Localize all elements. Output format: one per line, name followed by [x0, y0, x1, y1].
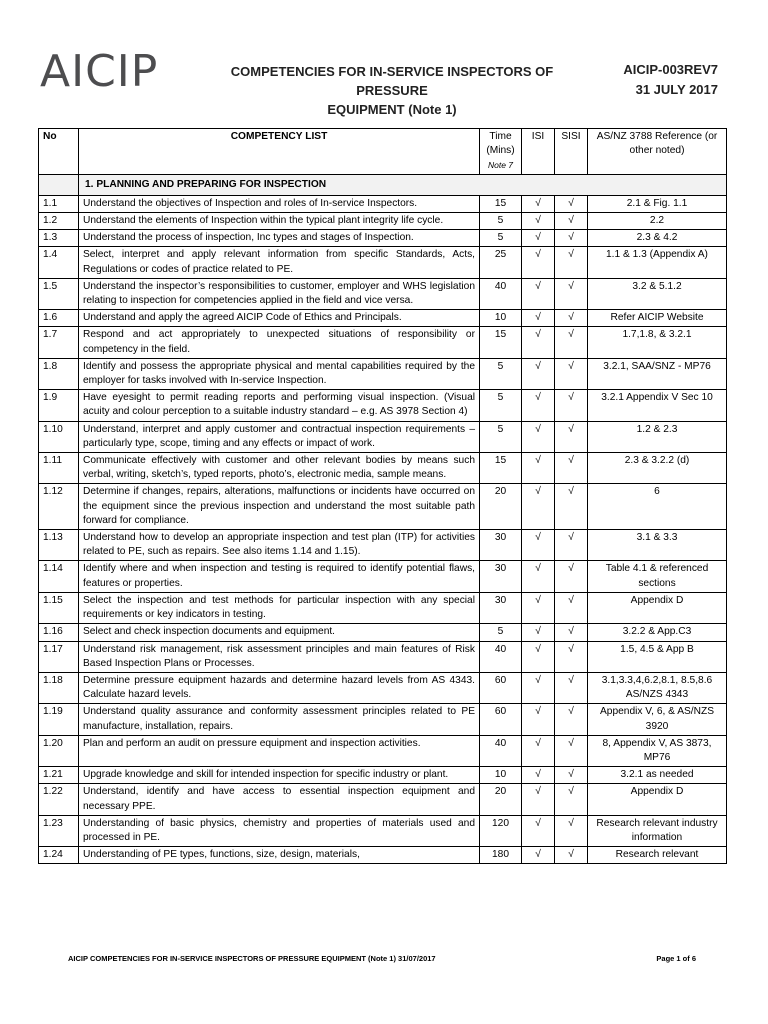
row-isi-check: √: [522, 767, 555, 784]
row-sisi-check: √: [555, 327, 588, 358]
row-isi-check: √: [522, 704, 555, 735]
row-number: 1.3: [39, 230, 79, 247]
logo-text: AICIP: [40, 46, 159, 97]
row-sisi-check: √: [555, 358, 588, 389]
row-isi-check: √: [522, 390, 555, 421]
col-header-time: [480, 129, 522, 175]
table-row: [39, 592, 727, 623]
row-isi-check: √: [522, 484, 555, 530]
row-isi-check: √: [522, 847, 555, 864]
aicip-logo: [40, 48, 190, 96]
row-description: Select, interpret and apply relevant information from specific Standards, Acts, Regulations or codes of practice related to PE.: [79, 247, 480, 278]
row-sisi-check: √: [555, 704, 588, 735]
row-description: Understand how to develop an appropriate inspection and test plan (ITP) for activities related to PE, such as repairs. See also items 1.14 and 1.15).: [79, 530, 480, 561]
section-row: [39, 174, 727, 195]
table-row: [39, 230, 727, 247]
row-description: Select the inspection and test methods for particular inspection with any special requirements or key indicators in testing.: [79, 592, 480, 623]
row-time: 120: [480, 815, 522, 846]
footer-text: AICIP COMPETENCIES FOR IN-SERVICE INSPECTORS OF PRESSURE EQUIPMENT (Note 1) 31/07/2017: [68, 954, 436, 963]
row-number: 1.19: [39, 704, 79, 735]
row-number: 1.1: [39, 195, 79, 212]
row-description: Plan and perform an audit on pressure equipment and inspection activities.: [79, 735, 480, 766]
table-row: [39, 453, 727, 484]
row-number: 1.6: [39, 310, 79, 327]
table-row: [39, 310, 727, 327]
row-time: 20: [480, 484, 522, 530]
row-sisi-check: √: [555, 767, 588, 784]
row-number: 1.12: [39, 484, 79, 530]
table-row: [39, 278, 727, 309]
row-isi-check: √: [522, 624, 555, 641]
row-time: 5: [480, 358, 522, 389]
row-isi-check: √: [522, 453, 555, 484]
row-sisi-check: √: [555, 592, 588, 623]
row-isi-check: √: [522, 815, 555, 846]
row-time: 40: [480, 735, 522, 766]
row-number: 1.13: [39, 530, 79, 561]
row-description: Upgrade knowledge and skill for intended inspection for specific industry or plant.: [79, 767, 480, 784]
row-description: Understand risk management, risk assessment principles and main features of Risk Based Inspection Plans or Processes.: [79, 641, 480, 672]
row-time: 180: [480, 847, 522, 864]
row-reference: 1.5, 4.5 & App B: [588, 641, 727, 672]
row-time: 60: [480, 704, 522, 735]
row-number: 1.9: [39, 390, 79, 421]
doc-ref-date: 31 JULY 2017: [635, 82, 718, 97]
row-isi-check: √: [522, 213, 555, 230]
title-line-2: EQUIPMENT (Note 1): [327, 102, 457, 117]
row-time: 40: [480, 641, 522, 672]
row-time: 20: [480, 784, 522, 815]
row-number: 1.14: [39, 561, 79, 592]
table-row: [39, 735, 727, 766]
row-description: Understand, identify and have access to essential inspection equipment and necessary PPE.: [79, 784, 480, 815]
row-number: 1.5: [39, 278, 79, 309]
row-description: Understand and apply the agreed AICIP Code of Ethics and Principals.: [79, 310, 480, 327]
row-reference: Refer AICIP Website: [588, 310, 727, 327]
row-number: 1.24: [39, 847, 79, 864]
row-sisi-check: √: [555, 641, 588, 672]
row-sisi-check: √: [555, 735, 588, 766]
row-number: 1.2: [39, 213, 79, 230]
row-reference: Appendix D: [588, 784, 727, 815]
row-number: 1.22: [39, 784, 79, 815]
row-reference: 3.1,3.3,4,6.2,8.1, 8.5,8.6 AS/NZS 4343: [588, 672, 727, 703]
row-isi-check: √: [522, 672, 555, 703]
row-description: Identify where and when inspection and testing is required to identify potential flaws, features or properties.: [79, 561, 480, 592]
row-isi-check: √: [522, 195, 555, 212]
row-isi-check: √: [522, 310, 555, 327]
row-reference: 2.3 & 4.2: [588, 230, 727, 247]
table-row: [39, 390, 727, 421]
row-description: Understand, interpret and apply customer and contractual inspection requirements – particularly type, scope, timing and any effects or impact of work.: [79, 421, 480, 452]
row-isi-check: √: [522, 530, 555, 561]
row-isi-check: √: [522, 592, 555, 623]
competency-table: [38, 128, 727, 864]
row-description: Communicate effectively with customer and other relevant bodies by means such verbal, writing, sketch’s, typed reports, photo’s, electronic media, sample means.: [79, 453, 480, 484]
row-description: Identify and possess the appropriate physical and mental capabilities required by the employer for tasks involved with In-service Inspection.: [79, 358, 480, 389]
page-number: Page 1 of 6: [656, 954, 696, 963]
row-reference: 6: [588, 484, 727, 530]
row-number: 1.7: [39, 327, 79, 358]
row-time: 40: [480, 278, 522, 309]
row-time: 15: [480, 327, 522, 358]
row-number: 1.21: [39, 767, 79, 784]
row-description: Understanding of basic physics, chemistry and properties of materials used and processed in PE.: [79, 815, 480, 846]
row-reference: 1.1 & 1.3 (Appendix A): [588, 247, 727, 278]
table-row: [39, 767, 727, 784]
row-reference: 3.2.1 as needed: [588, 767, 727, 784]
row-number: 1.8: [39, 358, 79, 389]
row-number: 1.4: [39, 247, 79, 278]
row-sisi-check: √: [555, 230, 588, 247]
document-title: [196, 62, 588, 119]
row-time: 5: [480, 624, 522, 641]
row-isi-check: √: [522, 735, 555, 766]
row-reference: 3.2 & 5.1.2: [588, 278, 727, 309]
row-description: Understand quality assurance and conformity assessment principles related to PE manufacture, installation, repairs.: [79, 704, 480, 735]
row-description: Understand the objectives of Inspection and roles of In-service Inspectors.: [79, 195, 480, 212]
table-row: [39, 247, 727, 278]
row-isi-check: √: [522, 230, 555, 247]
row-reference: Appendix V, 6, & AS/NZS 3920: [588, 704, 727, 735]
section-title: 1. PLANNING AND PREPARING FOR INSPECTION: [79, 174, 727, 195]
row-reference: 8, Appendix V, AS 3873, MP76: [588, 735, 727, 766]
row-description: Determine pressure equipment hazards and determine hazard levels from AS 4343. Calculate hazard levels.: [79, 672, 480, 703]
section-spacer: [39, 174, 79, 195]
row-time: 5: [480, 213, 522, 230]
row-isi-check: √: [522, 247, 555, 278]
row-sisi-check: √: [555, 310, 588, 327]
row-number: 1.17: [39, 641, 79, 672]
row-reference: 3.2.1 Appendix V Sec 10: [588, 390, 727, 421]
row-isi-check: √: [522, 784, 555, 815]
table-row: [39, 847, 727, 864]
row-sisi-check: √: [555, 672, 588, 703]
row-sisi-check: √: [555, 484, 588, 530]
table-header-row: [39, 129, 727, 175]
row-number: 1.15: [39, 592, 79, 623]
col-header-sisi: SISI: [555, 129, 588, 175]
row-time: 25: [480, 247, 522, 278]
row-description: Have eyesight to permit reading reports and performing visual inspection. (Visual acuity and colour perception to a suitable industry standard – e.g. AS 3978 Section 4): [79, 390, 480, 421]
row-description: Understand the inspector’s responsibilities to customer, employer and WHS legislation relating to inspection for competencies applied in the field and vice versa.: [79, 278, 480, 309]
table-row: [39, 421, 727, 452]
table-row: [39, 327, 727, 358]
row-sisi-check: √: [555, 530, 588, 561]
row-description: Understand the process of inspection, Inc types and stages of Inspection.: [79, 230, 480, 247]
table-row: [39, 672, 727, 703]
table-row: [39, 641, 727, 672]
table-row: [39, 195, 727, 212]
col-header-competency: COMPETENCY LIST: [79, 129, 480, 175]
row-reference: Table 4.1 & referenced sections: [588, 561, 727, 592]
row-isi-check: √: [522, 327, 555, 358]
row-reference: 2.1 & Fig. 1.1: [588, 195, 727, 212]
row-description: Understand the elements of Inspection within the typical plant integrity life cycle.: [79, 213, 480, 230]
row-isi-check: √: [522, 641, 555, 672]
row-sisi-check: √: [555, 847, 588, 864]
row-sisi-check: √: [555, 815, 588, 846]
row-reference: 1.2 & 2.3: [588, 421, 727, 452]
row-number: 1.10: [39, 421, 79, 452]
row-time: 30: [480, 530, 522, 561]
row-description: Determine if changes, repairs, alterations, malfunctions or incidents have occurred on the equipment since the previous inspection and understand the most suitable path forward for compliance.: [79, 484, 480, 530]
row-time: 5: [480, 230, 522, 247]
row-time: 30: [480, 592, 522, 623]
row-sisi-check: √: [555, 784, 588, 815]
table-row: [39, 213, 727, 230]
row-time: 15: [480, 195, 522, 212]
col-header-isi: ISI: [522, 129, 555, 175]
row-number: 1.11: [39, 453, 79, 484]
table-row: [39, 784, 727, 815]
row-number: 1.18: [39, 672, 79, 703]
doc-ref-code: AICIP-003REV7: [623, 62, 718, 77]
row-number: 1.23: [39, 815, 79, 846]
row-isi-check: √: [522, 561, 555, 592]
row-sisi-check: √: [555, 278, 588, 309]
col-header-reference: AS/NZ 3788 Reference (or other noted): [588, 129, 727, 175]
row-time: 5: [480, 390, 522, 421]
row-isi-check: √: [522, 358, 555, 389]
document-reference: [623, 60, 718, 100]
row-sisi-check: √: [555, 213, 588, 230]
row-description: Select and check inspection documents and equipment.: [79, 624, 480, 641]
row-reference: 2.2: [588, 213, 727, 230]
table-row: [39, 358, 727, 389]
table-row: [39, 624, 727, 641]
row-description: Respond and act appropriately to unexpected situations of responsibility or competency in the field.: [79, 327, 480, 358]
row-reference: Research relevant: [588, 847, 727, 864]
row-reference: 3.2.1, SAA/SNZ - MP76: [588, 358, 727, 389]
row-sisi-check: √: [555, 624, 588, 641]
col-header-no: No: [39, 129, 79, 175]
row-description: Understanding of PE types, functions, size, design, materials,: [79, 847, 480, 864]
row-reference: Research relevant industry information: [588, 815, 727, 846]
time-note: Note 7: [487, 160, 514, 171]
row-isi-check: √: [522, 421, 555, 452]
table-row: [39, 704, 727, 735]
row-sisi-check: √: [555, 561, 588, 592]
row-sisi-check: √: [555, 453, 588, 484]
row-time: 5: [480, 421, 522, 452]
row-reference: 1.7,1.8, & 3.2.1: [588, 327, 727, 358]
table-row: [39, 484, 727, 530]
title-line-1: COMPETENCIES FOR IN-SERVICE INSPECTORS OF PRESSURE: [230, 64, 554, 98]
table-row: [39, 561, 727, 592]
row-reference: 3.1 & 3.3: [588, 530, 727, 561]
row-reference: Appendix D: [588, 592, 727, 623]
row-sisi-check: √: [555, 247, 588, 278]
row-isi-check: √: [522, 278, 555, 309]
row-number: 1.20: [39, 735, 79, 766]
table-row: [39, 815, 727, 846]
row-reference: 3.2.2 & App.C3: [588, 624, 727, 641]
row-time: 60: [480, 672, 522, 703]
table-row: [39, 530, 727, 561]
row-time: 30: [480, 561, 522, 592]
time-label: Time (Mins): [486, 131, 515, 157]
row-time: 10: [480, 310, 522, 327]
row-sisi-check: √: [555, 195, 588, 212]
row-reference: 2.3 & 3.2.2 (d): [588, 453, 727, 484]
row-time: 15: [480, 453, 522, 484]
row-sisi-check: √: [555, 421, 588, 452]
row-time: 10: [480, 767, 522, 784]
row-sisi-check: √: [555, 390, 588, 421]
row-number: 1.16: [39, 624, 79, 641]
